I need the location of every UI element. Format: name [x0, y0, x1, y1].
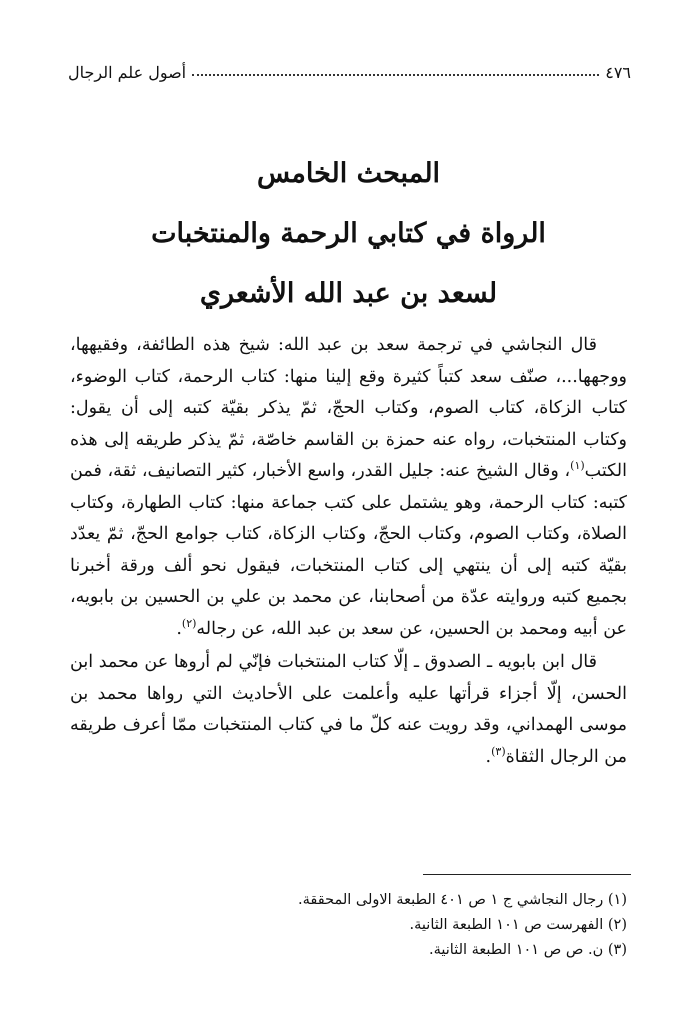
footnote-2: (٢) الفهرست ص ١٠١ الطبعة الثانية.	[409, 917, 627, 933]
footnote-3: (٣) ن. ص ص ١٠١ الطبعة الثانية.	[428, 942, 627, 958]
section-heading: المبحث الخامس	[256, 158, 441, 189]
paragraph-2-text: قال ابن بابويه ـ الصدوق ـ إلّا كتاب المنتخبات فإنّي لم أروها عن محمد ابن الحسن، إلّا أجزاء قرأتها عليه وأعلمت على الأحاديث التي رواها محمد بن موسى الهمداني، وقد رويت عنه كلّ ما في كتاب المنتخبات ممّا أعرف طريقه من الرجال الثقاة	[70, 652, 627, 767]
footnote-ref-2: (٢)	[181, 616, 197, 630]
paragraph-2-end: .	[485, 746, 492, 767]
section-title: الرواة في كتابي الرحمة والمنتخبات	[151, 218, 546, 249]
body-text	[70, 330, 627, 773]
paragraph-1-end: .	[176, 618, 182, 639]
paragraph-2	[70, 647, 627, 773]
paragraph-1	[70, 330, 627, 645]
running-title: أصول علم الرجال	[68, 63, 187, 82]
footnote-ref-1: (١)	[570, 459, 585, 473]
paragraph-1-text: قال النجاشي في ترجمة سعد بن عبد الله: شيخ هذه الطائفة، وفقيهها، ووجهها...، صنّف سعد كتباً كثيرة وقع إلينا منها: كتاب الرحمة، كتاب الوضوء، كتاب الزكاة، كتاب الصوم، وكتاب الحجّ، ثمّ يذكر بقيّة كتبه إلى أن يقول: وكتاب المنتخبات، رواه عنه حمزة بن القاسم خاصّة، ثمّ يذكر طريقه إلى هذه الكتب	[70, 335, 627, 481]
chapter-headings	[60, 158, 637, 338]
paragraph-1-continued: ، وقال الشيخ عنه: جليل القدر، واسع الأخبار، كثير التصانيف، ثقة، فمن كتبه: كتاب الرحمة، وهو يشتمل على كتب جماعة منها: كتاب الطهارة، وكتاب الصلاة، وكتاب الصوم، وكتاب الحجّ، وكتاب الزكاة، كتاب جوامع الحجّ، ثمّ يعدّد بقيّة كتبه إلى أن ينتهي إلى كتاب المنتخبات، فيقول نحو ألف ورقة أخبرنا بجميع كتبه وروايته عدّة من أصحابنا، عن محمد بن علي بن الحسين بن بابويه، عن أبيه ومحمد بن الحسين، عن سعد بن عبد الله، عن رجاله	[70, 461, 627, 639]
footnote-1: (١) رجال النجاشي ج ١ ص ٤٠١ الطبعة الاولى المحققة.	[298, 892, 627, 908]
footnote-separator	[423, 874, 631, 875]
leader-dots	[192, 74, 599, 76]
footnotes	[70, 888, 627, 963]
page-number: ٤٧٦	[605, 63, 631, 82]
section-subtitle: لسعد بن عبد الله الأشعري	[199, 278, 498, 309]
running-head	[68, 54, 631, 82]
footnote-ref-3: (٣)	[491, 744, 506, 758]
